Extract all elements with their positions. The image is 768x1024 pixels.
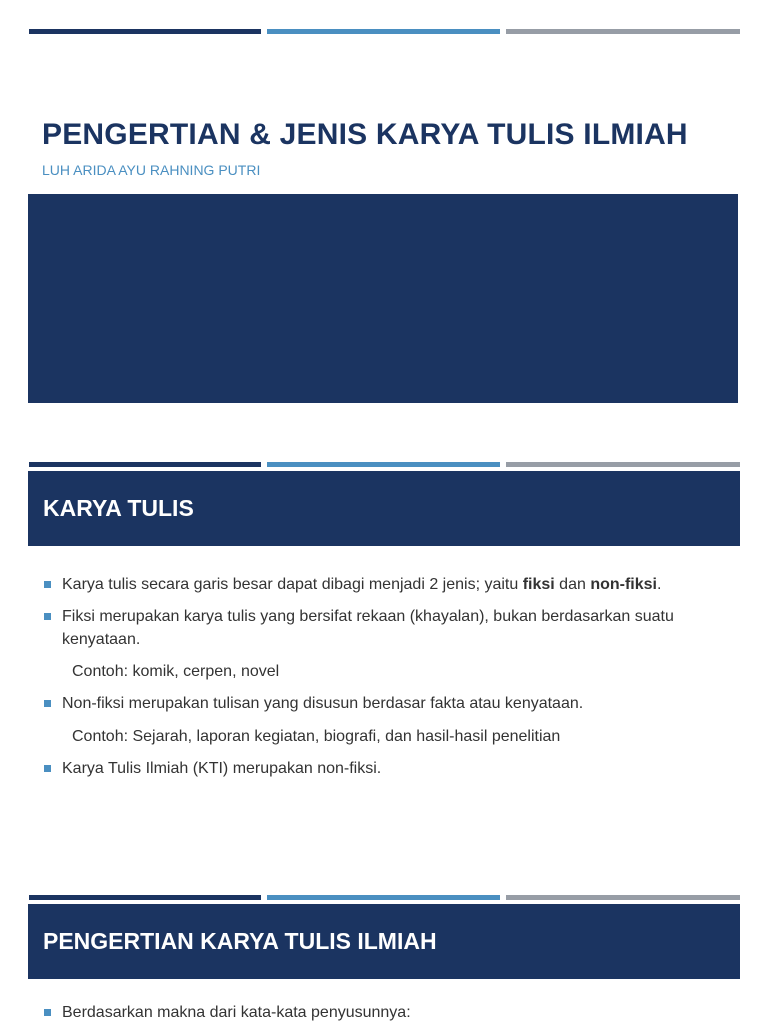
accent-bar-blue <box>267 895 500 900</box>
example-text: Contoh: komik, cerpen, novel <box>72 663 280 680</box>
slide1-accent-bars <box>29 29 740 34</box>
slide2-title: KARYA TULIS <box>43 495 194 521</box>
accent-bar-navy <box>29 29 261 34</box>
accent-bar-gray <box>506 462 740 467</box>
list-item <box>0 757 732 780</box>
slide3-accent-bars <box>29 895 740 900</box>
example-text: Contoh: Sejarah, laporan kegiatan, biografi, dan hasil-hasil penelitian <box>72 728 561 745</box>
example-item <box>0 660 732 683</box>
bullet-text: Non-fiksi merupakan tulisan yang disusun berdasar fakta atau kenyataan. <box>62 695 584 712</box>
accent-bar-blue <box>267 462 500 467</box>
accent-bar-blue <box>267 29 500 34</box>
bullet-text: dan <box>554 576 591 593</box>
slide3-header-band <box>28 904 740 979</box>
slide3-title: PENGERTIAN KARYA TULIS ILMIAH <box>43 928 437 954</box>
accent-bar-navy <box>29 462 261 467</box>
slide3-bullet-list <box>0 1001 411 1024</box>
bold-term-fiksi: fiksi <box>522 576 555 593</box>
slide2-bullet-list <box>0 573 732 780</box>
accent-bar-navy <box>29 895 261 900</box>
list-item <box>0 605 732 651</box>
bold-term-non-fiksi: non-fiksi <box>590 576 657 593</box>
slide1-navy-block <box>28 194 738 403</box>
list-item <box>0 692 732 715</box>
bullet-text: Fiksi merupakan karya tulis yang bersifat rekaan (khayalan), bukan berdasarkan suatu kenyataan. <box>62 608 674 648</box>
slide1-title: PENGERTIAN & JENIS KARYA TULIS ILMIAH <box>42 118 688 151</box>
list-item <box>0 1001 411 1024</box>
bullet-text: Karya tulis secara garis besar dapat dibagi menjadi 2 jenis; yaitu <box>62 576 523 593</box>
bullet-text: Berdasarkan makna dari kata-kata penyusunnya: <box>62 1004 411 1021</box>
slide2-accent-bars <box>29 462 740 467</box>
slide1-subtitle: LUH ARIDA AYU RAHNING PUTRI <box>42 162 261 178</box>
list-item <box>0 573 732 596</box>
example-item <box>0 725 732 748</box>
bullet-text: . <box>656 576 662 593</box>
accent-bar-gray <box>506 895 740 900</box>
slide2-header-band <box>28 471 740 546</box>
accent-bar-gray <box>506 29 740 34</box>
bullet-text: Karya Tulis Ilmiah (KTI) merupakan non-fiksi. <box>62 760 382 777</box>
